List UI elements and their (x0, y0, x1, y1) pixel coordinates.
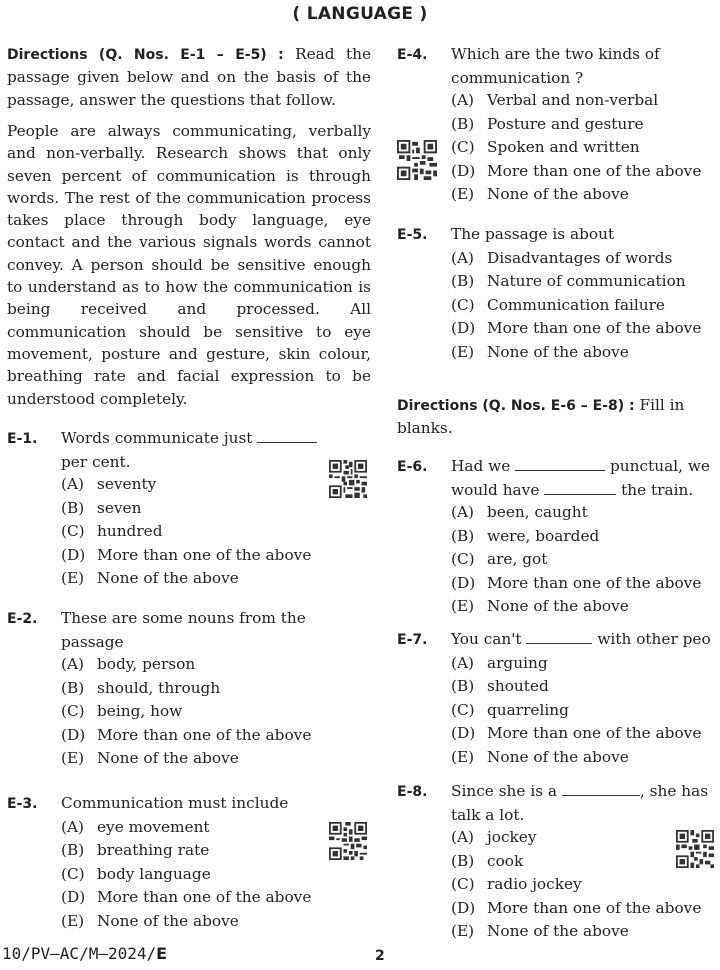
question-text-cont: communication ? (451, 68, 584, 87)
paper-code: 10/PV–AC/M–2024/E (2, 944, 168, 963)
question-text: These are some nouns from the (61, 609, 306, 627)
option-e[interactable]: (E) None of the above (451, 185, 629, 203)
question-e1 (7, 427, 377, 591)
section-title: ( LANGUAGE ) (292, 4, 428, 24)
question-text: Words communicate just (61, 429, 253, 447)
option-a[interactable]: (A) eye movement (61, 817, 210, 836)
option-d[interactable]: (D) More than one of the above (451, 573, 702, 592)
option-d[interactable]: (D) More than one of the above (451, 724, 702, 742)
option-a[interactable]: (A) Verbal and non-verbal (451, 91, 659, 109)
directions-text: Fill in (634, 396, 685, 414)
option-d[interactable]: (D) More than one of the above (61, 888, 312, 906)
question-number: E-1. (7, 431, 38, 447)
option-d[interactable]: (D) More than one of the above (451, 898, 702, 917)
question-text: You can't (451, 630, 522, 648)
option-b[interactable]: (B) Posture and gesture (451, 114, 644, 133)
directions-text-cont: blanks. (397, 419, 453, 438)
options-list (7, 653, 377, 771)
option-c[interactable]: (C) being, how (61, 702, 183, 720)
option-e[interactable]: (E) None of the above (61, 569, 239, 587)
option-b[interactable]: (B) shouted (451, 677, 549, 695)
question-text: Since she is a (451, 782, 558, 800)
option-e[interactable]: (E) None of the above (451, 597, 629, 615)
options-list (7, 816, 377, 934)
answer-blank (544, 480, 616, 495)
options-list (7, 473, 377, 591)
option-c[interactable]: (C) quarreling (451, 700, 569, 719)
qr-code-icon (397, 140, 437, 180)
option-a[interactable]: (A) been, caught (451, 503, 588, 521)
option-b[interactable]: (B) breathing rate (61, 841, 210, 859)
question-text: punctual, we (610, 457, 710, 475)
question-text: Communication must include (61, 794, 289, 812)
option-b[interactable]: (B) Nature of communication (451, 272, 686, 290)
directions-heading: Directions (Q. Nos. E-1 – E-5) : (7, 47, 284, 63)
option-a[interactable]: (A) Disadvantages of words (451, 248, 673, 267)
question-e2 (7, 607, 377, 771)
question-text-cont: passage (61, 632, 124, 651)
question-number: E-5. (397, 227, 428, 243)
answer-blank (257, 428, 317, 443)
question-number: E-7. (397, 632, 428, 648)
question-text-cont: per cent. (61, 452, 131, 471)
option-d[interactable]: (D) More than one of the above (451, 319, 702, 337)
qr-code-icon (676, 830, 714, 868)
option-d[interactable]: (D) More than one of the above (61, 545, 312, 564)
directions-block (7, 43, 371, 111)
answer-blank (515, 456, 605, 471)
option-c[interactable]: (C) body language (61, 864, 211, 883)
option-b[interactable]: (B) cook (451, 851, 524, 870)
options-list (397, 652, 720, 770)
answer-blank (562, 781, 640, 796)
question-e3 (7, 792, 377, 933)
answer-blank (526, 629, 592, 644)
question-text-cont: talk a lot. (451, 805, 525, 824)
options-list (397, 826, 720, 944)
question-e6 (397, 455, 720, 619)
page-number: 2 (375, 948, 385, 964)
option-c[interactable]: (C) are, got (451, 550, 548, 568)
option-c[interactable]: (C) hundred (61, 522, 163, 540)
option-c[interactable]: (C) Communication failure (451, 295, 665, 314)
question-text: The passage is about (451, 225, 615, 243)
qr-code-icon (329, 460, 367, 498)
option-b[interactable]: (B) seven (61, 498, 142, 517)
question-number: E-6. (397, 459, 428, 475)
question-number: E-4. (397, 47, 428, 63)
question-e5 (397, 223, 720, 364)
option-b[interactable]: (B) were, boarded (451, 526, 600, 545)
option-b[interactable]: (B) should, through (61, 678, 221, 697)
question-e7 (397, 628, 720, 769)
question-text: , she has (639, 782, 709, 800)
option-e[interactable]: (E) None of the above (451, 747, 629, 766)
question-e4 (397, 43, 720, 207)
question-text-cont: the train. (621, 480, 694, 499)
option-a[interactable]: (A) seventy (61, 475, 157, 493)
directions-heading: Directions (Q. Nos. E-6 – E-8) : (397, 398, 635, 414)
question-text: Had we (451, 457, 511, 475)
options-list (397, 501, 720, 619)
directions-block-2 (397, 394, 720, 440)
option-c[interactable]: (C) Spoken and written (451, 138, 640, 156)
option-d[interactable]: (D) More than one of the above (451, 161, 702, 180)
passage: People are always communicating, verbally and non-verbally. Research shows that only seven percent of communication is through words. The rest of the communication process takes place through body language, eye contact and the various signals words cannot convey. A person should be sensitive enough to understand as to how the communication is being received and processed. All communication should be sensitive to eye movement, posture and gesture, skin colour, breathing rate and facial expression to be understood completely. (7, 122, 371, 408)
option-e[interactable]: (E) None of the above (61, 749, 239, 767)
question-number: E-2. (7, 611, 38, 627)
question-number: E-8. (397, 784, 428, 800)
question-text: with other peo (597, 630, 711, 648)
option-e[interactable]: (E) None of the above (451, 922, 629, 940)
option-c[interactable]: (C) radio jockey (451, 875, 582, 893)
directions-text: Read the passage given below and on the basis of the passage, answer the questions that follow. (7, 45, 371, 109)
option-a[interactable]: (A) arguing (451, 653, 548, 672)
options-list (397, 247, 720, 365)
option-e[interactable]: (E) None of the above (61, 911, 239, 930)
question-text-cont: would have (451, 480, 540, 499)
question-number: E-3. (7, 796, 38, 812)
options-list (397, 89, 720, 207)
question-e8 (397, 780, 720, 944)
option-a[interactable]: (A) body, person (61, 655, 196, 673)
option-d[interactable]: (D) More than one of the above (61, 725, 312, 744)
option-a[interactable]: (A) jockey (451, 828, 537, 846)
option-e[interactable]: (E) None of the above (451, 342, 629, 361)
qr-code-icon (329, 822, 367, 860)
question-text: Which are the two kinds of (451, 45, 660, 63)
